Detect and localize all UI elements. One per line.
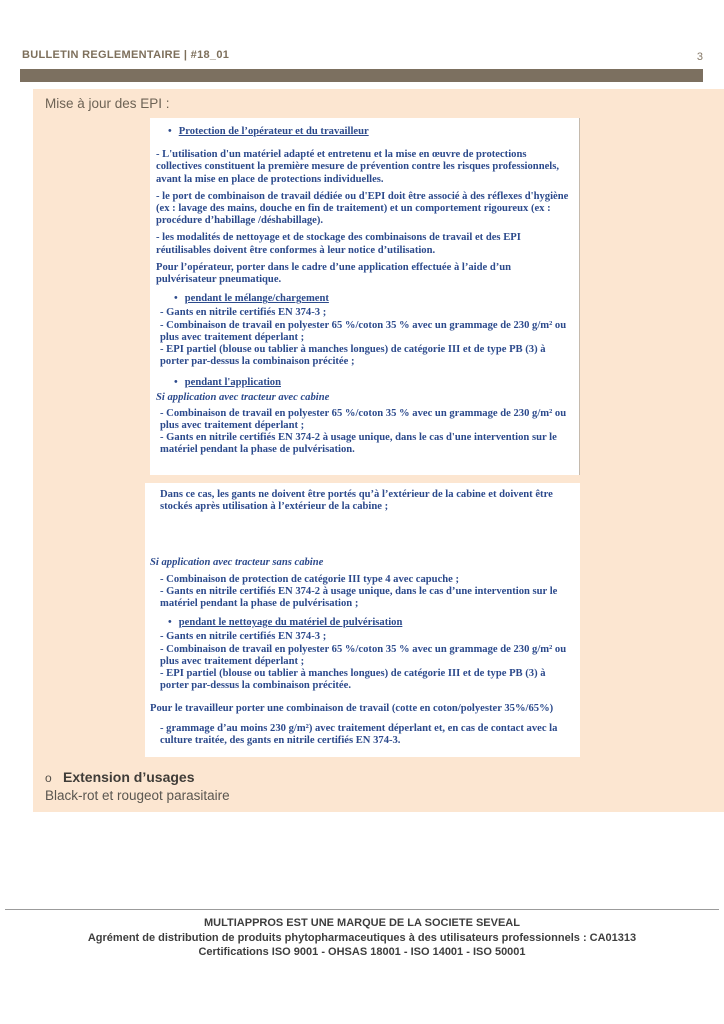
bulletin-title: BULLETIN REGLEMENTAIRE | #18_01 <box>22 49 230 61</box>
document-excerpt-bottom <box>145 483 580 757</box>
epi-list-sans-cabine <box>150 574 570 611</box>
condition-sans-cabine: Si application avec tracteur sans cabine <box>150 557 324 569</box>
list-item: - Combinaison de protection de catégorie III type 4 avec capuche ; <box>160 573 460 585</box>
list-item: - EPI partiel (blouse ou tablier à manches longues) de catégorie III et de type PB (3) à porter par-dessus la combinaison précitée. <box>160 668 546 692</box>
paragraph-gants-cabine: Dans ce cas, les gants ne doivent être portés qu’à l’extérieur de la cabine et doivent être stockés après utilisation à l’extérieur de la cabine ; <box>160 489 553 513</box>
epi-list-application <box>156 408 571 457</box>
extension-usages-block <box>45 769 230 803</box>
condition-avec-cabine: Si application avec tracteur avec cabine <box>156 391 330 403</box>
list-item: - Combinaison de travail en polyester 65 %/coton 35 % avec un grammage de 230 g/m² ou plus avec traitement déperlant ; <box>160 319 567 343</box>
paragraph-port-combinaison: - le port de combinaison de travail dédiée ou d'EPI doit être associé à des réflexes d'hygiène (ex : lavage des mains, douche en fin de traitement) et un comportement rigoureux (ex : procédure d’habillage /déshabillage). <box>156 190 569 227</box>
epi-update-section <box>33 89 724 812</box>
bullet-icon: • <box>168 617 172 629</box>
subheading-melange <box>174 293 571 305</box>
subheading-text: pendant le mélange/chargement <box>184 293 329 305</box>
bullet-icon: • <box>168 126 172 137</box>
subheading-application <box>174 377 571 389</box>
epi-list-nettoyage <box>150 631 570 692</box>
list-item: - Combinaison de travail en polyester 65 %/coton 35 % avec un grammage de 230 g/m² ou plus avec traitement déperlant ; <box>160 407 567 432</box>
footer-divider <box>5 909 719 910</box>
section-title: Mise à jour des EPI : <box>45 96 170 111</box>
paragraph-travailleur: Pour le travailleur porter une combinaison de travail (cotte en coton/polyester 35%/65%) <box>150 703 554 715</box>
subheading-nettoyage <box>168 617 570 629</box>
footer <box>0 916 724 960</box>
paragraph-utilisation: - L'utilisation d'un matériel adapté et entretenu et la mise en œuvre de protections collectives constituent la première mesure de prévention contre les risques professionnels, avant la mise en place de protections individuelles. <box>156 149 560 185</box>
page-number: 3 <box>696 51 703 63</box>
doc-heading-protection <box>168 126 571 138</box>
list-item: - Gants en nitrile certifiés EN 374-2 à usage unique, dans le cas d’une intervention sur le matériel pendant la phase de pulvérisation ; <box>160 585 558 610</box>
document-excerpt-top <box>150 118 580 475</box>
list-item: - Gants en nitrile certifiés EN 374-3 ; <box>160 631 327 643</box>
footer-agrement-line: Agrément de distribution de produits phytopharmaceutiques à des utilisateurs professionnels : CA01313 <box>87 931 637 944</box>
header-bar <box>20 69 703 82</box>
bullet-icon: • <box>174 377 178 389</box>
subheading-text: pendant l'application <box>184 377 281 389</box>
circle-bullet-icon: o <box>45 771 52 785</box>
footer-brand-line: MULTIAPPROS EST UNE MARQUE DE LA SOCIETE SEVEAL <box>204 917 520 929</box>
list-item: - Combinaison de travail en polyester 65 %/coton 35 % avec un grammage de 230 g/m² ou plus avec traitement déperlant ; <box>160 643 567 667</box>
list-item: - EPI partiel (blouse ou tablier à manches longues) de catégorie III et de type PB (3) à porter par-dessus la combinaison précitée ; <box>160 344 546 368</box>
paragraph-modalites: - les modalités de nettoyage et de stockage des combinaisons de travail et des EPI réutilisables doivent être conformes à leur notice d’utilisation. <box>156 232 521 256</box>
bullet-icon: • <box>174 293 178 305</box>
subheading-text: pendant le nettoyage du matériel de pulvérisation <box>178 617 403 629</box>
footer-certifications-line: Certifications ISO 9001 - OHSAS 18001 - ISO 14001 - ISO 50001 <box>198 946 526 958</box>
extension-usages-title: Extension d’usages <box>63 769 195 785</box>
list-item: - Gants en nitrile certifiés EN 374-2 à usage unique, dans le cas d'une intervention sur le matériel pendant la phase de pulvérisation. <box>160 432 557 456</box>
extension-usages-title-line <box>45 769 230 785</box>
extension-usages-subtitle: Black-rot et rougeot parasitaire <box>45 788 230 803</box>
epi-list-melange <box>156 307 571 368</box>
paragraph-operateur: Pour l’opérateur, porter dans le cadre d’une application effectuée à l’aide d’un pulvérisateur pneumatique. <box>156 261 512 286</box>
doc-heading-text: Protection de l’opérateur et du travailleur <box>178 126 369 137</box>
list-item: - Gants en nitrile certifiés EN 374-3 ; <box>160 307 327 319</box>
paragraph-grammage: - grammage d’au moins 230 g/m²) avec traitement déperlant et, en cas de contact avec la culture traitée, des gants en nitrile certifiés EN 374-3. <box>160 722 558 746</box>
